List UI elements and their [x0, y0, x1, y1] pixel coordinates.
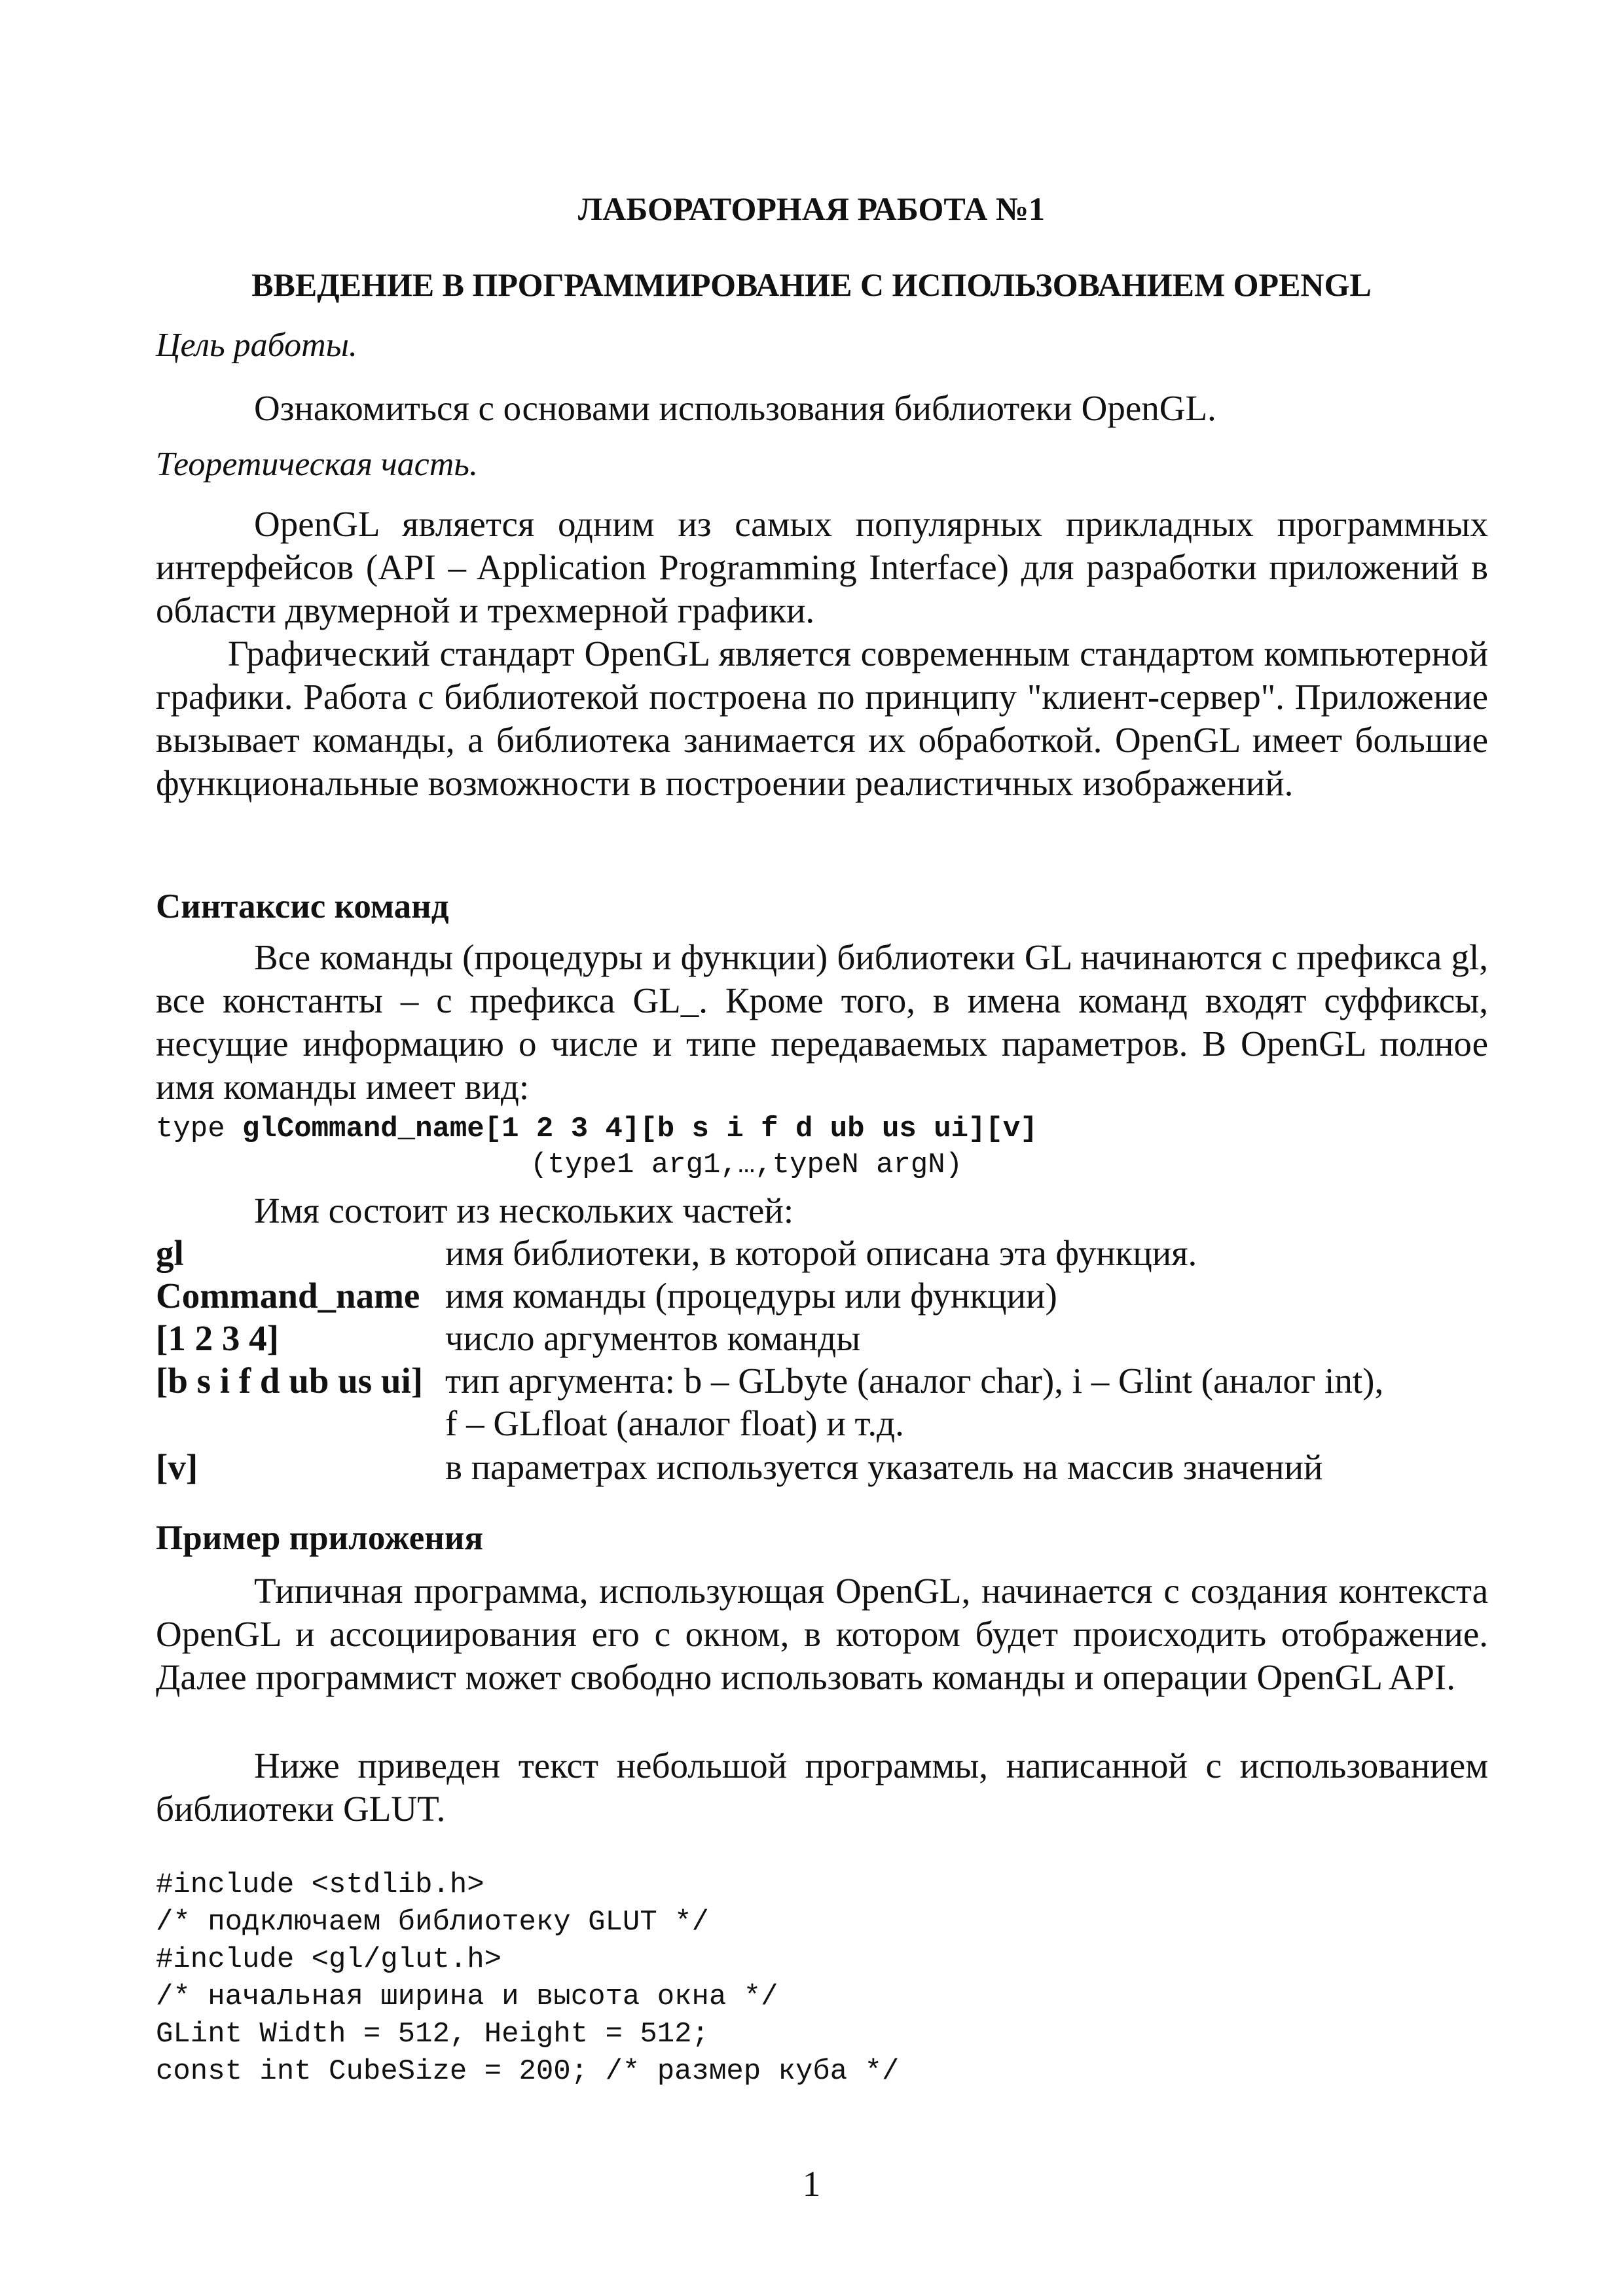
command-syntax-line: type glCommand_name[1 2 3 4][b s i f d ub us ui][v] — [156, 1113, 1038, 1145]
part-desc-gl: имя библиотеки, в которой описана эта функция. — [445, 1233, 1197, 1273]
part-term-vector: [v] — [156, 1447, 198, 1487]
theory-paragraph-1: OpenGL является одним из самых популярных прикладных программных интерфейсов (API – Application Programming Interface) для разработки приложений в области двумерной и трехмерной графики. — [156, 504, 1488, 630]
code-line: GLint Width = 512, Height = 512; — [156, 2018, 709, 2051]
part-desc-arg-count: число аргументов команды — [445, 1318, 861, 1358]
theory-label: Теоретическая часть. — [156, 446, 478, 483]
part-term-arg-count: [1 2 3 4] — [156, 1318, 279, 1358]
code-line: const int CubeSize = 200; /* размер куба */ — [156, 2055, 900, 2088]
part-desc-vector: в параметрах используется указатель на массив значений — [445, 1447, 1323, 1487]
example-paragraph-1: Типичная программа, использующая OpenGL, начинается с создания контекста OpenGL и ассоциирования его с окном, в котором будет происходить отображение. Далее программист может свободно использовать команды и операции OpenGL API. — [156, 1571, 1488, 1697]
part-term-gl: gl — [156, 1233, 184, 1273]
code-line: #include <gl/glut.h> — [156, 1943, 502, 1976]
code-line: /* начальная ширина и высота окна */ — [156, 1981, 778, 2013]
example-paragraph-2: Ниже приведен текст небольшой программы, написанной с использованием библиотеки GLUT. — [156, 1746, 1488, 1829]
page-number: 1 — [802, 2164, 821, 2204]
parts-intro: Имя состоит из нескольких частей: — [254, 1191, 794, 1230]
part-term-command-name: Command_name — [156, 1276, 420, 1316]
goal-label: Цель работы. — [156, 327, 357, 364]
part-term-arg-type: [b s i f d ub us ui] — [156, 1361, 424, 1401]
theory-paragraph-2: Графический стандарт OpenGL является современным стандартом компьютерной графики. Работа с библиотекой построена по принципу "клиент-сервер". Приложение вызывает команды, а библиотека занимается их обработкой. OpenGL имеет большие функциональные возможности в построении реалистичных изображений. — [156, 634, 1488, 803]
syntax-heading: Синтаксис команд — [156, 888, 449, 925]
command-args-line: (type1 arg1,…,typeN argN) — [530, 1149, 963, 1181]
example-heading: Пример приложения — [156, 1519, 484, 1557]
part-desc-arg-type: тип аргумента: b – GLbyte (аналог char), i – Glint (аналог int), — [445, 1361, 1384, 1401]
code-line: /* подключаем библиотеку GLUT */ — [156, 1906, 709, 1939]
goal-text: Ознакомиться с основами использования библиотеки OpenGL. — [254, 388, 1216, 428]
lab-title: ЛАБОРАТОРНАЯ РАБОТА №1 — [577, 190, 1046, 227]
code-line: #include <stdlib.h> — [156, 1869, 484, 1901]
main-title: ВВЕДЕНИЕ В ПРОГРАММИРОВАНИЕ С ИСПОЛЬЗОВАНИЕМ OPENGL — [251, 266, 1372, 303]
part-desc-command-name: имя команды (процедуры или функции) — [445, 1276, 1057, 1316]
syntax-paragraph: Все команды (процедуры и функции) библиотеки GL начинаются с префикса gl, все константы – с префикса GL_. Кроме того, в имена команд входят суффиксы, несущие информацию о числе и типе передаваемых параметров. В OpenGL полное имя команды имеет вид: — [156, 937, 1488, 1107]
part-desc-arg-type-cont: f – GLfloat (аналог float) и т.д. — [445, 1403, 904, 1443]
